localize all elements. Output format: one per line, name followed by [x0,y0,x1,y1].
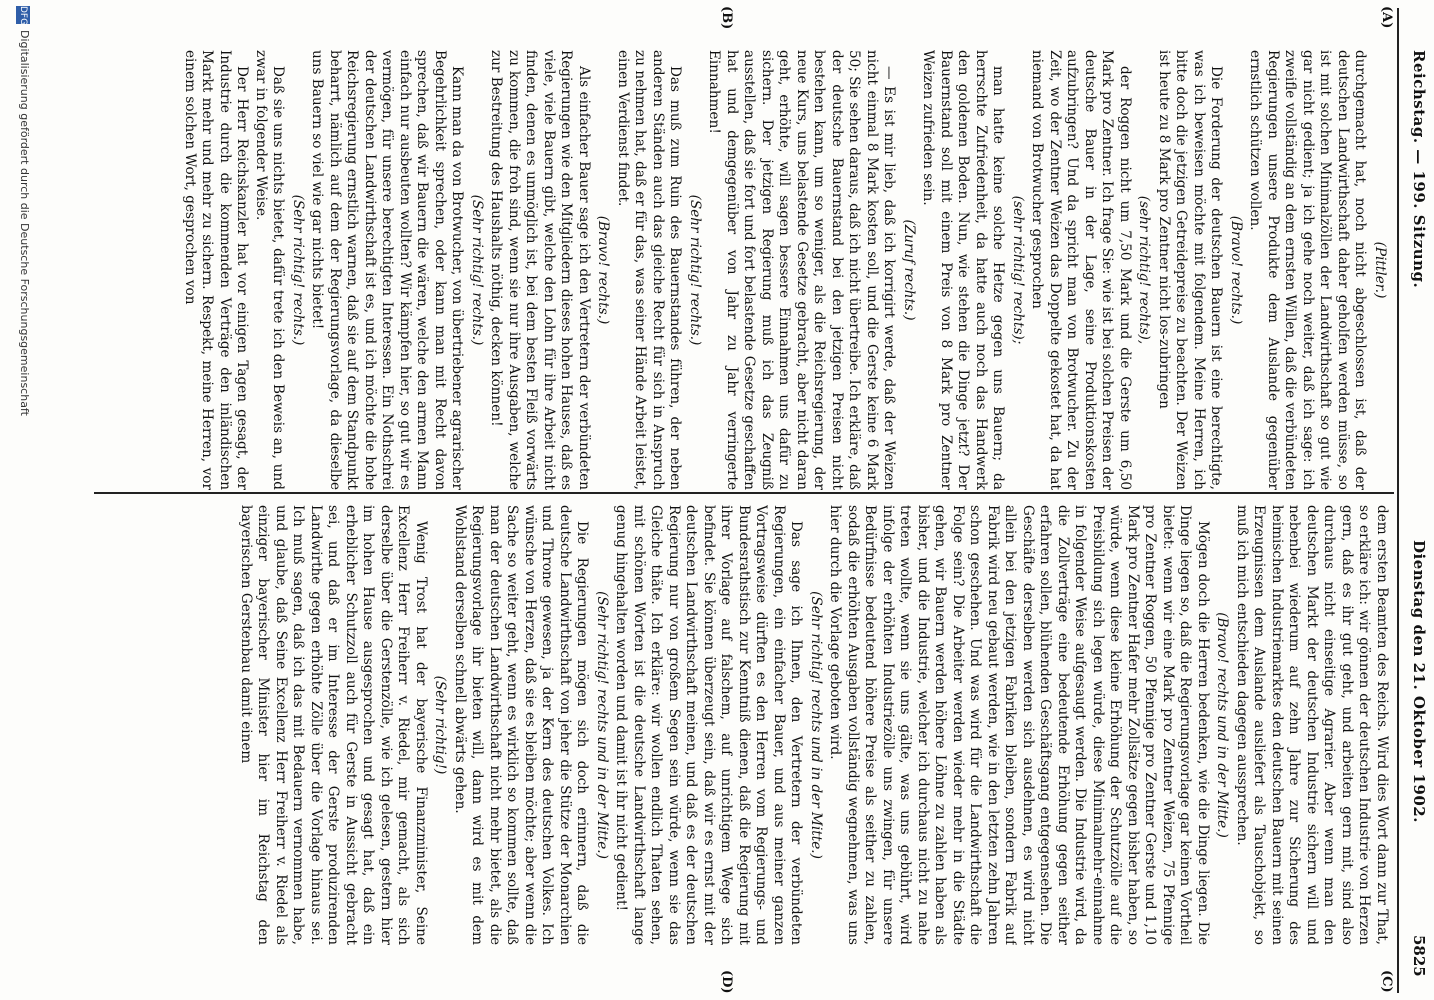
paragraph: Wenig Trost hat der bayerische Finanzminister, Seine Excellenz Herr Freiherr v. Riedel, mir gemacht, als sich derselbe über die Gerstenzölle, wie ich gelesen, gestern hier im hohen Hause ausgesprochen und gesagt hat, daß ein erheblicher Schutzzoll auch für Gerste in Aussicht gebracht sei, und daß er im Interesse der Gerste produzirenden Landwirthe gegen erhöhte Zölle über die Vorlage hinaus sei. Ich muß sagen, daß ich das mit Bedauern vernommen habe, und glaube, daß Seine Excellenz Herr Freiherr v. Riedel als einziger bayerischer Minister hier im Reichstag den bayerischen Gerstenbau damit einem [238,505,429,945]
interjection: (sehr richtig! rechts); [1010,195,1026,345]
page-header [1396,0,1434,1000]
interjection: (Sehr richtig! rechts und in der Mitte.) [594,591,610,859]
paragraph: durchgemacht hat, noch nicht abgeschlossen ist, daß der deutschen Landwirthschaft daher geholfen werden müsse, so ist mit solchen Minimalzöllen der Landwirthschaft so gut wie gar nicht gedient; ja ich gehe noch weiter, daß ich sage: ich zweifle vollständig an dem ernsten Willen, daß die verbündeten Regierungen unsere Produkte dem Auslande gegenüber ernstlich schützen wollen. [1247,50,1369,490]
interjection: (Sehr richtig!) [432,675,449,775]
paragraph: Die Forderung der deutschen Bauern ist eine berechtigte, was ich beweisen möchte mit folgendem. Meine Herren, ich bitte doch die jetzigen Getreidepreise zu beachten. Der Weizen ist heute zu 8 Mark pro Zentner nicht los-zubringen [1156,50,1225,490]
header-rule [1397,8,1399,993]
header-title-right: Dienstag den 21. Oktober 1902. [1410,540,1428,823]
interjection: (Sehr richtig! rechts.) [469,194,485,346]
dfg-logo-icon: DFG [18,6,28,26]
paragraph: man hatte keine solche Hetze gegen uns Bauern; da herrschte Zufriedenheit, da hatte auch noch das Handwerk den goldenen Boden. Nun, wie stehen die Dinge jetzt? Der Bauernstand soll mit einem Preis von 8 Mark pro Zentner Weizen zufrieden sein. [920,50,1007,490]
right-column [90,505,1390,945]
paragraph: Als einfacher Bauer sage ich den Vertretern der verbündeten Regierungen wie den Mitgliedern dieses hohen Hauses, daß es viele, viele Bauern gibt, welche den Lohn für ihre Arbeit nicht finden, denen es unmöglich ist, bei dem besten Fleiß vorwärts zu kommen, die froh sind, wenn sie nur ihre Ausgaben, welche zur Bestreitung des Haushalts nöthig, decken können! [488,50,592,490]
paragraph: Das muß zum Ruin des Bauernstandes führen, der neben anderen Ständen auch das gleiche Recht für sich in Anspruch zu nehmen hat, daß er für das, was seiner Hände Arbeit leistet, einen Verdienst findet. [615,50,684,490]
footer-credit: Digitalisierung gefördert durch die Deutsche Forschungsgemeinschaft [18,30,31,416]
page-number: 5825 [1410,935,1428,977]
interjection: (Bravo! rechts.) [595,215,612,325]
column-divider [94,492,1394,494]
header-title-left: Reichstag. — 199. Sitzung. [1410,50,1428,289]
interjection: (Bravo! rechts.) [1228,215,1244,325]
interjection: (Zuruf rechts.) [901,219,917,321]
margin-marker-b: (B) [719,6,734,30]
interjection: (Sehr richtig! rechts.) [687,194,703,346]
margin-marker-a: (A) [1379,6,1394,29]
interjection: (Sehr richtig! rechts und in der Mitte.) [808,591,824,859]
paragraph: der Roggen nicht um 7,50 Mark und die Gerste um 6,50 Mark pro Zentner. Ich frage Sie: wie ist bei solchen Preisen der deutsche Bauer in der Lage, seine Produktionskosten aufzubringen? Und da spricht man von Brotwucher. Zu der Zeit, wo der Zentner Weizen das Doppelte gekostet hat, da hat niemand von Brotwucher gesprochen [1029,50,1133,490]
interjection: (Sehr richtig! rechts.) [290,194,306,346]
page-footer [6,0,36,1000]
speaker-label: (Pittler.) [1372,241,1388,299]
margin-marker-c: (C) [1379,970,1394,993]
margin-marker-d: (D) [719,970,734,994]
paragraph: dem ersten Beamten des Reichs. Wird dies Wort dann zur That, so erkläre ich: wir gönnen der deutschen Industrie von Herzen gern, daß es ihr gut geht, und arbeiten gern mit, sind also durchaus nicht einseitige Agrarier. Aber wenn man den deutschen Markt der deutschen Industrie sichern will und nebenbei wiederum auf zehn Jahre zur Sicherung des heimischen Industriemarktes den deutschen Bauern mit seinen Erzeugnissen dem Auslande ausliefert als Tauschobjekt, so muß ich mich entschieden dagegen aussprechen. [1234,505,1390,945]
paragraph: Daß sie uns nichts bietet, dafür trete ich den Beweis an, und zwar in folgender Weise. [253,50,287,490]
paragraph: Die Regierungen mögen sich doch erinnern, daß die deutsche Landwirthschaft von jeher die Stütze der Monarchien und Throne gewesen, ja der Kern des deutschen Volkes. Ich wünsche von Herzen, daß sie es bleiben möchte; aber wenn die Sache so weiter geht, wenn es wirklich so kommen sollte, daß man der deutschen Landwirthschaft nicht mehr bietet, als die Regierungsvorlage ihr bieten will, dann wird es mit dem Wohlstand derselben schnell abwärts gehen. [452,505,591,945]
interjection: (Bravo! rechts und in der Mitte.) [1214,612,1231,838]
paragraph: Der Herr Reichskanzler hat vor einigen Tagen gesagt, der Industrie durch die kommenden Verträge den inländischen Markt mehr und mehr zu sichern. Respekt, meine Herren, vor einem solchen Wort, gesprochen von [182,50,251,490]
paragraph: Mögen doch die Herren bedenken, wie die Dinge liegen. Die Dinge liegen so, daß die Regierungsvorlage gar keinen Vortheil bietet: wenn wir eine Mark pro Zentner Weizen, 75 Pfennige pro Zentner Roggen, 50 Pfennige pro Zentner Gerste und 1,10 Mark pro Zentner Hafer mehr Zollsätze gegen bisher haben, so würde, wenn diese kleine Erhöhung der Schutzzölle auf die Preisbildung sich legen würde, diese Minimalmehr-einnahme in folgender Weise aufgesaugt werden. Die Industrie wird, da die Zollverträge eine bedeutende Erhöhung gegen seither erfahren sollen, blühenden Geschäftsgang entgegensehen. Die Geschäfte derselben werden sich ausdehnen, es wird nicht allein bei den jetzigen Fabriken bleiben, sondern Fabrik auf Fabrik wird neu gebaut werden, wie in den letzten zehn Jahren schon geschehen. Und was wird für die Landwirthschaft die Folge sein? Die Arbeiter werden wieder mehr in die Städte gehen, wir Bauern werden höhere Löhne zu zahlen haben als bisher, und die Industrie, welcher ich durchaus nicht zu nahe treten wollte, wenn sie uns gälte, was uns gebührt, wird infolge der erhöhten Industriezölle uns zwingen, für unsere Bedürfnisse bedeutend höhere Preise als seither zu zahlen, sodaß die erhöhten Ausgaben vollständig wegnehmen, was uns hier durch die Vorlage geboten wird. [827,505,1211,945]
paragraph: — Es ist mir lieb, daß ich korrigirt werde, daß der Weizen nicht einmal 8 Mark kosten soll, und die Gerste keine 6 Mark 50; Sie sehen daraus, daß ich nicht übertreibe. Ich erkläre, daß der deutsche Bauernstand bei den jetzigen Preisen nicht bestehen kann, um so weniger, als die Reichsregierung, der neue Kurs, uns belastende Gesetze gebracht, aber nicht daran geht, erhöhte, will sagen bessere Einnahmen uns dafür zu sichern. Der jetzigen Regierung muß ich das Zeugniß ausstellen, daß sie fort und fort belastende Gesetze geschaffen hat und demgegenüber von Jahr zu Jahr verringerte Einnahmen! [706,50,898,490]
paragraph: Das sage ich Ihnen, den Vertretern der verbündeten Regierungen, ein einfacher Bauer, und aus meiner ganzen Vortragsweise dürften es den Herren vom Regierungs- und Bundesrathstisch zur Kenntniß dienen, daß die Regierung mit ihrer Vorlage auf falschem, auf unrichtigem Wege sich befindet. Sie können überzeugt sein, daß wir es ernst mit der deutschen Landwirthschaft meinen, und daß es der deutschen Regierung nur von großem Segen sein würde, wenn sie das Gleiche thäte. Ich erkläre: wir wollen endlich Thaten sehen, mit schönen Worten ist die deutsche Landwirthschaft lange genug hingehalten worden und damit ist ihr nicht gedient! [613,505,805,945]
paragraph: Kann man da von Brotwucher, von übertriebener agrarischer Begehrlichkeit sprechen, oder kann man mit Recht davon sprechen, daß wir Bauern die wären, welche den armen Mann einfach nur ausbeuten wollten? Wir kämpfen hier, so gut wir es vermögen, für unsere berechtigten Interessen. Ein Nothschrei der deutschen Landwirthschaft ist es, und ich möchte die hohe Reichsregierung ernstlich warnen, daß sie auf dem Standpunkt beharrt, nämlich auf dem der Regierungsvorlage, da dieselbe uns Bauern so viel wie gar nichts bietet! [309,50,466,490]
left-column [90,50,1390,490]
interjection: (sehr richtig! rechts), [1136,195,1153,345]
